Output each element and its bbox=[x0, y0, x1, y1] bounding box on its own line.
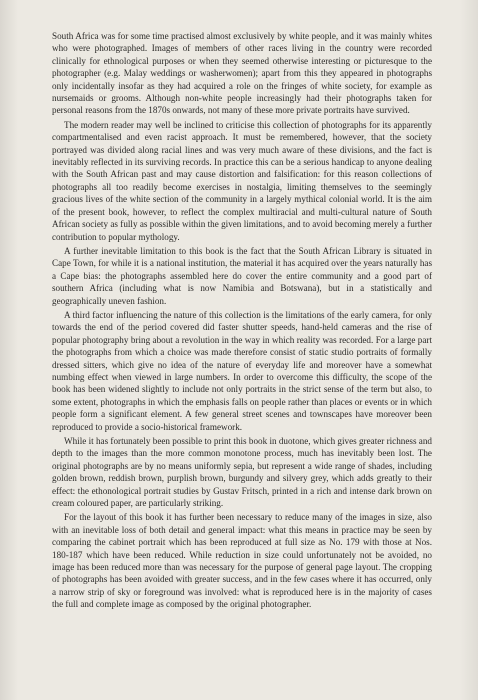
paragraph: The modern reader may well be inclined to criticise this collection of photographs for its apparently compartmentalised and even racist approach. It must be remembered, however, that the society portrayed was divided along racial lines and was very much aware of these divisions, and the fact is inevitably reflected in its surviving records. In practice this can be a serious handicap to anyone dealing with the South African past and may cause distortion and falsification: for this reason collections of photographs all too readily become exercises in nostalgia, limiting themselves to the seemingly gracious lives of the white section of the community in a largely mythical colonial world. It is the aim of the present book, however, to reflect the complex multiracial and multi-cultural nature of South African society as fully as possible within the given limitations, and to avoid becoming merely a further contribution to popular mythology. bbox=[52, 119, 432, 242]
paragraph: South Africa was for some time practised almost exclusively by white people, and it was mainly whites who were photographed. Images of members of other races living in the country were recorded clinically for ethnological purposes or when they seemed otherwise interesting or picturesque to the photographer (e.g. Malay weddings or washerwomen); apart from this they appeared in photographs only incidentally insofar as they had acquired a role on the fringes of white society, for example as nursemaids or grooms. Although non-white people increasingly had their photographs taken for personal reasons from the 1870s onwards, not many of these more private portraits have survived. bbox=[52, 31, 432, 116]
paragraph: A further inevitable limitation to this book is the fact that the South African Library is situated in Cape Town, for while it is a national institution, the material it has acquired over the years naturally has a Cape bias: the photographs assembled here do cover the entire community and a good part of southern Africa (including what is now Namibia and Botswana), but in a statistically and geographically uneven fashion. bbox=[52, 245, 432, 306]
paragraph: A third factor influencing the nature of this collection is the limitations of the early camera, for only towards the end of the period covered did faster shutter speeds, hand-held cameras and the rise of popular photography bring about a revolution in the way in which reality was recorded. For a large part the photographs from which a choice was made therefore consist of static studio portraits of formally dressed sitters, which give no idea of the nature of everyday life and moreover have a somewhat numbing effect when viewed in large numbers. In order to overcome this difficulty, the scope of the book has been widened slightly to include not only portraits in the strict sense of the term but also, to some extent, photographs in which the emphasis falls on people rather than places or events or in which people form a significant element. A few general street scenes and townscapes have moreover been reproduced to provide a socio-historical framework. bbox=[52, 309, 432, 432]
paragraph: While it has fortunately been possible to print this book in duotone, which gives greater richness and depth to the images than the more common monotone process, much has inevitably been lost. The original photographs are by no means uniformly sepia, but represent a wide range of shades, including golden brown, reddish brown, purplish brown, burgundy and silvery grey, which adds greatly to their effect: the ethonological portrait studies by Gustav Fritsch, printed in a rich and intense dark brown on cream coloured paper, are particularly striking. bbox=[52, 436, 432, 509]
paragraph: For the layout of this book it has further been necessary to reduce many of the images in size, also with an inevitable loss of both detail and general impact: what this means in practice may be seen by comparing the cabinet portrait which has been reproduced at full size as No. 179 with those at Nos. 180-187 which have been reduced. While reduction in size could unfortunately not be avoided, no image has been reduced more than was necessary for the purpose of general page layout. The cropping of photographs has been avoided with greater success, and in the few cases where it has occurred, only a narrow strip of sky or foreground was involved: what is reproduced here is in the majority of cases the full and complete image as composed by the original photographer. bbox=[52, 512, 432, 610]
body-text bbox=[52, 30, 432, 613]
